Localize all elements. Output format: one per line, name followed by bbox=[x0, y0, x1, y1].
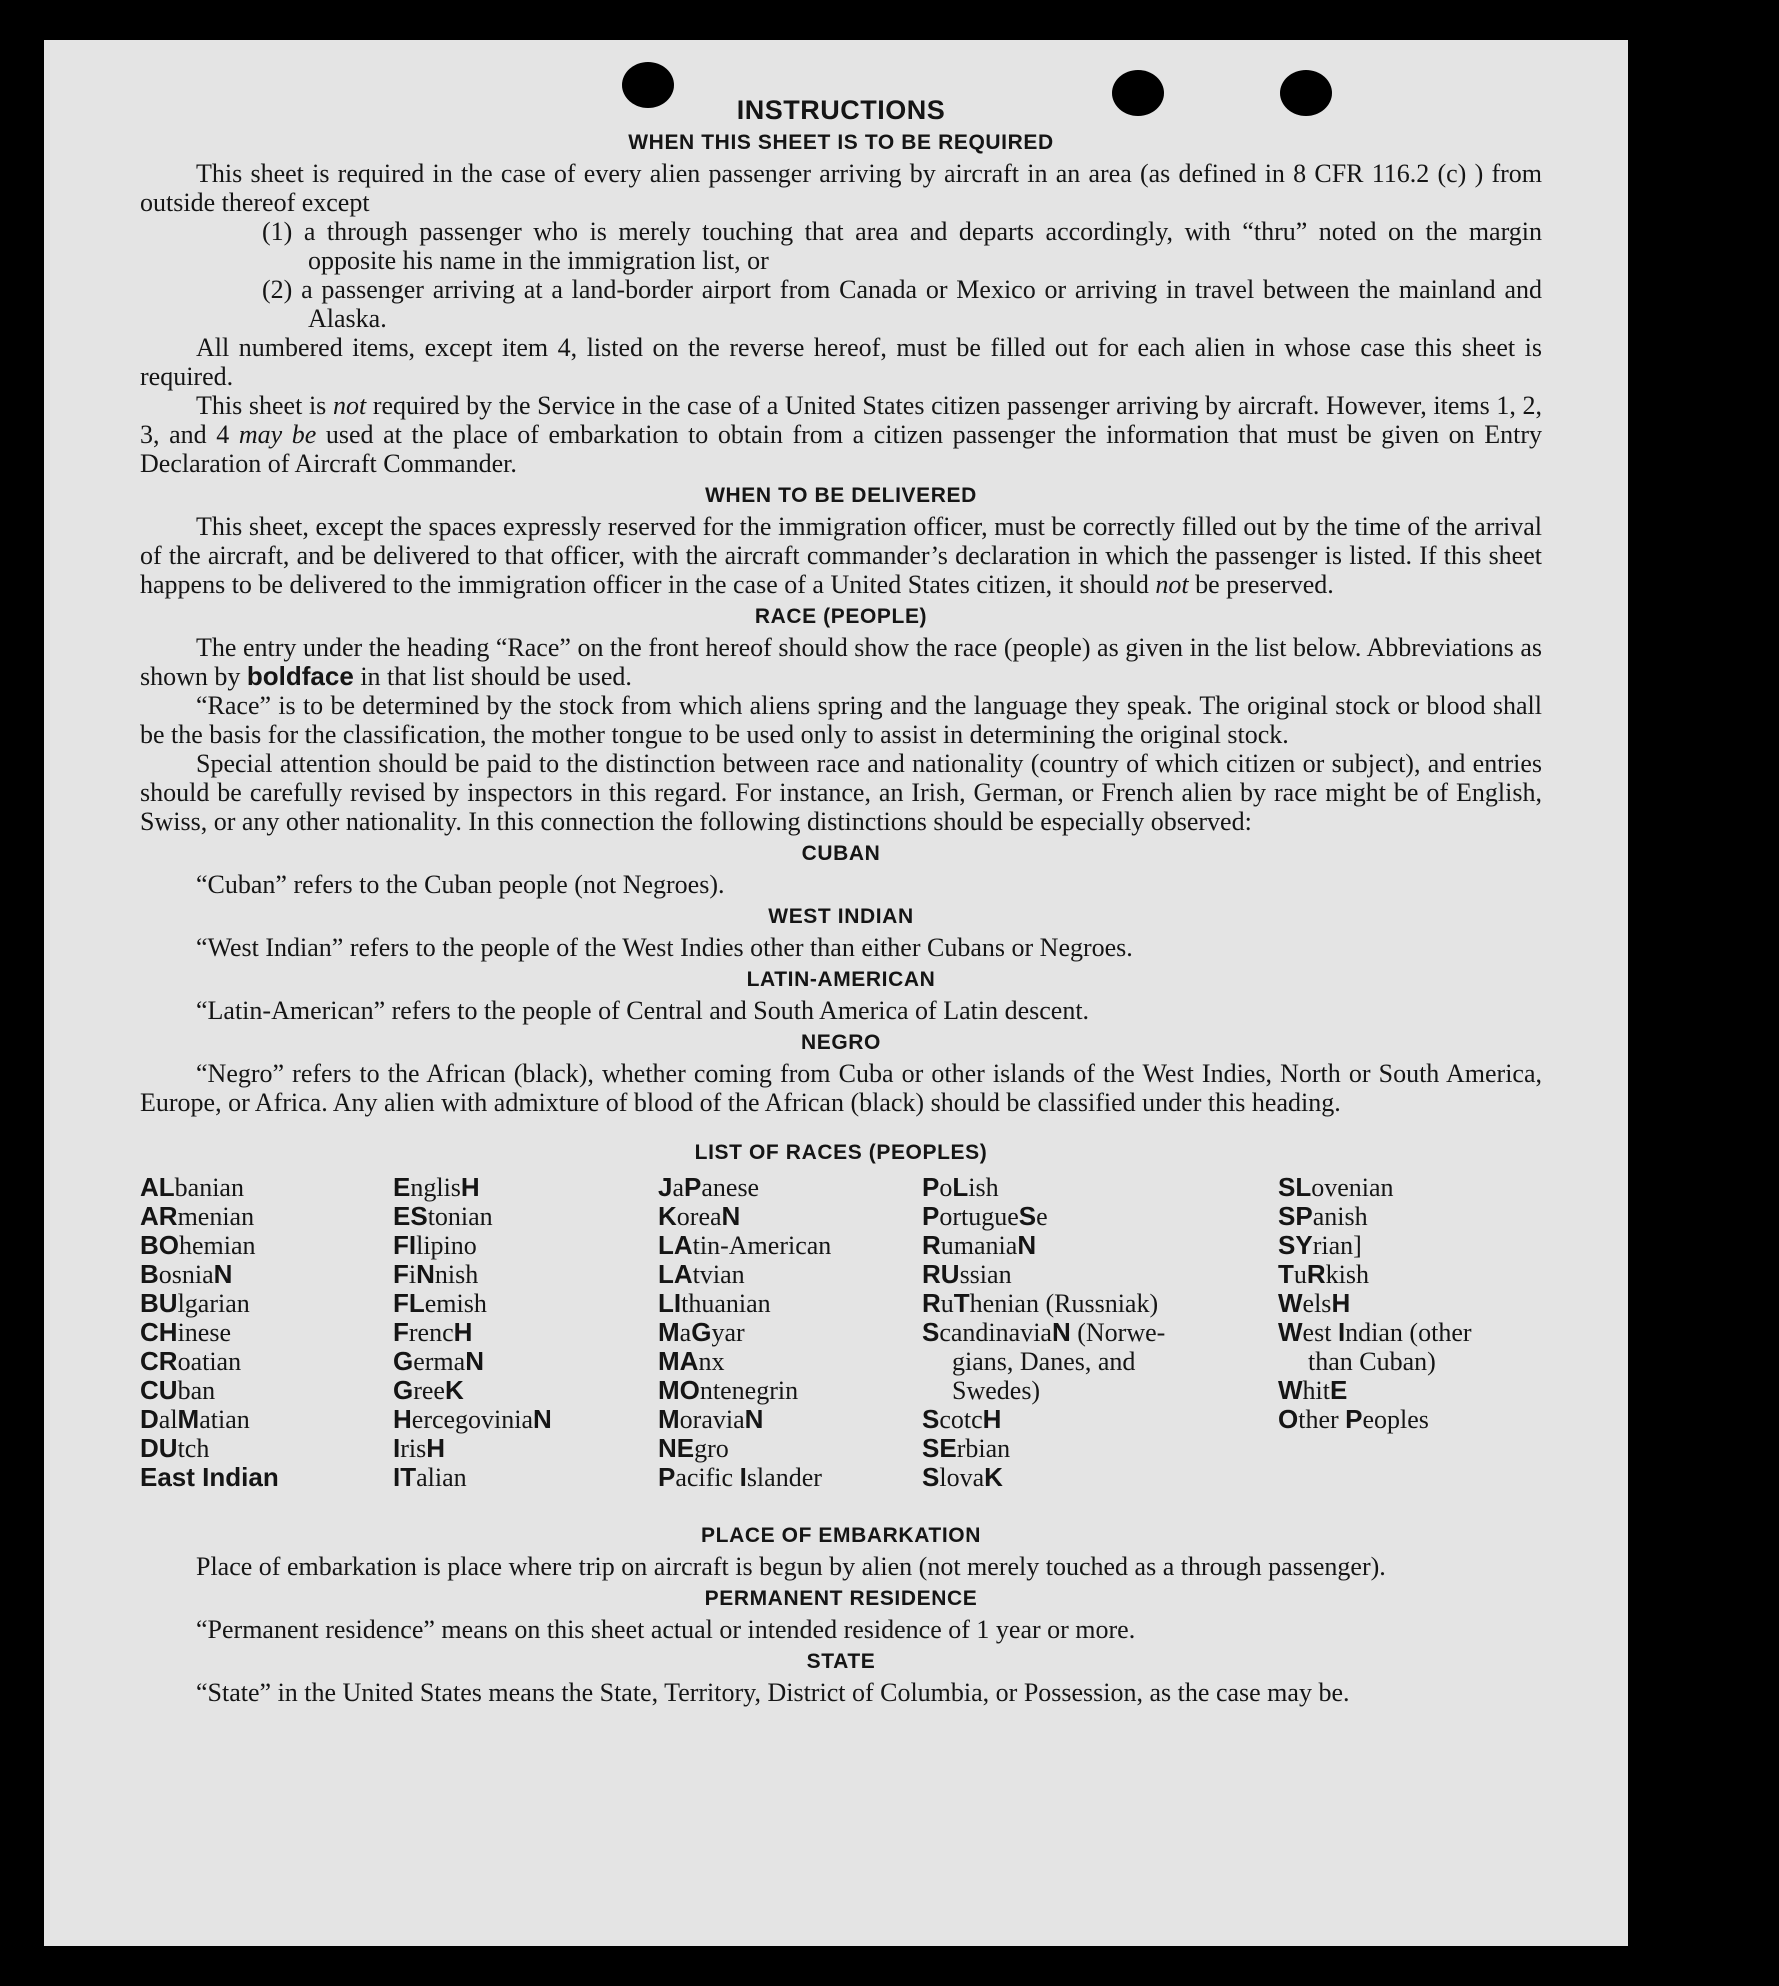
paragraph: This sheet is required in the case of every alien passenger arriving by aircraft in an area (as defined in 8 CFR 116.2 (c) ) from outside thereof except bbox=[140, 159, 1542, 217]
race-entry: EStonian bbox=[393, 1201, 493, 1231]
race-column bbox=[140, 1173, 279, 1492]
paragraph: “Negro” refers to the African (black), whether coming from Cuba or other islands of the West Indies, North or South America, Europe, or Africa. Any alien with admixture of blood of the African (black) should be classified under this heading. bbox=[140, 1059, 1542, 1117]
race-entry: SLovenian bbox=[1278, 1172, 1394, 1202]
race-entry: SYrian] bbox=[1278, 1230, 1362, 1260]
race-entry: FLemish bbox=[393, 1288, 487, 1318]
race-entry: KoreaN bbox=[658, 1201, 741, 1231]
page-title: INSTRUCTIONS bbox=[736, 95, 946, 125]
paragraph: Special attention should be paid to the distinction between race and nationality (country of which citizen or subject), and entries should be carefully revised by inspectors in this regard. For instance, an Irish, German, or French alien by race might be of English, Swiss, or any other nationality. In this connection the following distinctions should be especially observed: bbox=[140, 749, 1542, 836]
race-entry: ITalian bbox=[393, 1462, 467, 1492]
race-entry: ALbanian bbox=[140, 1172, 244, 1202]
race-entry: PoLish bbox=[922, 1172, 999, 1202]
section-heading-state: STATE bbox=[806, 1650, 876, 1673]
race-entry: MoraviaN bbox=[658, 1404, 764, 1434]
paragraph: This sheet is not required by the Service in the case of a United States citizen passenger arriving by aircraft. However, items 1, 2, 3, and 4 may be used at the place of embarkation to obtain from a citizen passenger the information that must be given on Entry Declaration of Aircraft Commander. bbox=[140, 391, 1542, 478]
section-heading-residence: PERMANENT RESIDENCE bbox=[704, 1587, 978, 1610]
race-entry: MAnx bbox=[658, 1346, 725, 1376]
section-heading-cuban: CUBAN bbox=[801, 842, 881, 865]
race-entry: CUban bbox=[140, 1375, 216, 1405]
section-heading-required: WHEN THIS SHEET IS TO BE REQUIRED bbox=[628, 131, 1054, 154]
race-entry: BosniaN bbox=[140, 1259, 233, 1289]
race-entry: DalMatian bbox=[140, 1404, 250, 1434]
paragraph: Place of embarkation is place where trip on aircraft is begun by alien (not merely touched as a through passenger). bbox=[196, 1552, 1386, 1581]
race-entry: IrisH bbox=[393, 1433, 446, 1463]
punch-hole bbox=[1112, 70, 1164, 116]
instruction-sheet bbox=[44, 40, 1628, 1946]
list-item: (2) a passenger arriving at a land-border airport from Canada or Mexico or arriving in travel between the mainland and Alaska. bbox=[262, 275, 1542, 333]
race-entry: EnglisH bbox=[393, 1172, 480, 1202]
paragraph: “Latin-American” refers to the people of Central and South America of Latin descent. bbox=[196, 996, 1090, 1025]
race-entry: ScotcH bbox=[922, 1404, 1002, 1434]
race-entry: GermaN bbox=[393, 1346, 484, 1376]
section-heading-latin-american: LATIN-AMERICAN bbox=[746, 968, 936, 991]
paragraph: All numbered items, except item 4, listed on the reverse hereof, must be filled out for each alien in whose case this sheet is required. bbox=[140, 333, 1542, 391]
race-entry: Pacific Islander bbox=[658, 1462, 822, 1492]
section-heading-delivered: WHEN TO BE DELIVERED bbox=[705, 484, 977, 507]
race-entry: gians, Danes, and bbox=[952, 1347, 1136, 1376]
race-entry: Other Peoples bbox=[1278, 1404, 1429, 1434]
race-entry: West Indian (other bbox=[1278, 1317, 1472, 1347]
race-entry: MaGyar bbox=[658, 1317, 745, 1347]
race-entry: SlovaK bbox=[922, 1462, 1003, 1492]
race-entry: RumaniaN bbox=[922, 1230, 1037, 1260]
race-entry: FrencH bbox=[393, 1317, 473, 1347]
race-entry: LIthuanian bbox=[658, 1288, 771, 1318]
race-entry: MOntenegrin bbox=[658, 1375, 799, 1405]
race-entry: PortugueSe bbox=[922, 1201, 1048, 1231]
punch-hole bbox=[1280, 70, 1332, 116]
race-entry: JaPanese bbox=[658, 1172, 760, 1202]
section-heading-west-indian: WEST INDIAN bbox=[768, 905, 914, 928]
race-entry: ScandinaviaN (Norwe- bbox=[922, 1317, 1166, 1347]
race-entry: SPanish bbox=[1278, 1201, 1368, 1231]
race-entry: SErbian bbox=[922, 1433, 1011, 1463]
race-entry: BUlgarian bbox=[140, 1288, 250, 1318]
race-column bbox=[922, 1173, 1165, 1492]
paragraph: “West Indian” refers to the people of the West Indies other than either Cubans or Negroes. bbox=[196, 933, 1133, 962]
race-entry: TuRkish bbox=[1278, 1259, 1370, 1289]
race-entry: ARmenian bbox=[140, 1201, 255, 1231]
section-heading-negro: NEGRO bbox=[800, 1031, 881, 1054]
race-entry: GreeK bbox=[393, 1375, 464, 1405]
race-entry: than Cuban) bbox=[1308, 1347, 1436, 1376]
paragraph: This sheet, except the spaces expressly reserved for the immigration officer, must be correctly filled out by the time of the arrival of the aircraft, and be delivered to that officer, with the aircraft commander’s declaration in which the passenger is listed. If this sheet happens to be delivered to the immigration officer in the case of a United States citizen, it should not be preserved. bbox=[140, 512, 1542, 599]
race-entry: WelsH bbox=[1278, 1288, 1351, 1318]
list-item: (1) a through passenger who is merely touching that area and departs accordingly, with “thru” noted on the margin opposite his name in the immigration list, or bbox=[262, 217, 1542, 275]
section-heading-race: RACE (PEOPLE) bbox=[754, 605, 928, 628]
paragraph: “Permanent residence” means on this sheet actual or intended residence of 1 year or more. bbox=[196, 1615, 1136, 1644]
race-entry: Swedes) bbox=[952, 1376, 1041, 1405]
race-entry: FiNnish bbox=[393, 1259, 479, 1289]
section-heading-embarkation: PLACE OF EMBARKATION bbox=[701, 1524, 981, 1547]
race-entry: East Indian bbox=[140, 1462, 279, 1492]
paragraph: “Cuban” refers to the Cuban people (not Negroes). bbox=[196, 870, 725, 899]
paragraph: The entry under the heading “Race” on the front hereof should show the race (people) as given in the list below. Abbreviations as shown by boldface in that list should be used. bbox=[140, 633, 1542, 691]
race-entry: LAtin-American bbox=[658, 1230, 832, 1260]
race-entry: RuThenian (Russniak) bbox=[922, 1288, 1159, 1318]
race-entry: FIlipino bbox=[393, 1230, 477, 1260]
race-entry: DUtch bbox=[140, 1433, 210, 1463]
race-entry: CRoatian bbox=[140, 1346, 242, 1376]
punch-hole bbox=[622, 62, 674, 108]
race-entry: NEgro bbox=[658, 1433, 729, 1463]
race-column bbox=[393, 1173, 552, 1492]
race-list bbox=[140, 1173, 1542, 1518]
section-heading-list-of-races: LIST OF RACES (PEOPLES) bbox=[694, 1141, 988, 1164]
paragraph: “Race” is to be determined by the stock from which aliens spring and the language they speak. The original stock or blood shall be the basis for the classification, the mother tongue to be used only to assist in determining the original stock. bbox=[140, 691, 1542, 749]
race-column bbox=[1278, 1173, 1472, 1434]
race-entry: RUssian bbox=[922, 1259, 1012, 1289]
race-entry: BOhemian bbox=[140, 1230, 256, 1260]
race-column bbox=[658, 1173, 831, 1492]
race-entry: CHinese bbox=[140, 1317, 231, 1347]
race-entry: HercegoviniaN bbox=[393, 1404, 552, 1434]
paragraph: “State” in the United States means the State, Territory, District of Columbia, or Possession, as the case may be. bbox=[196, 1678, 1350, 1707]
race-entry: LAtvian bbox=[658, 1259, 745, 1289]
race-entry: WhitE bbox=[1278, 1375, 1348, 1405]
